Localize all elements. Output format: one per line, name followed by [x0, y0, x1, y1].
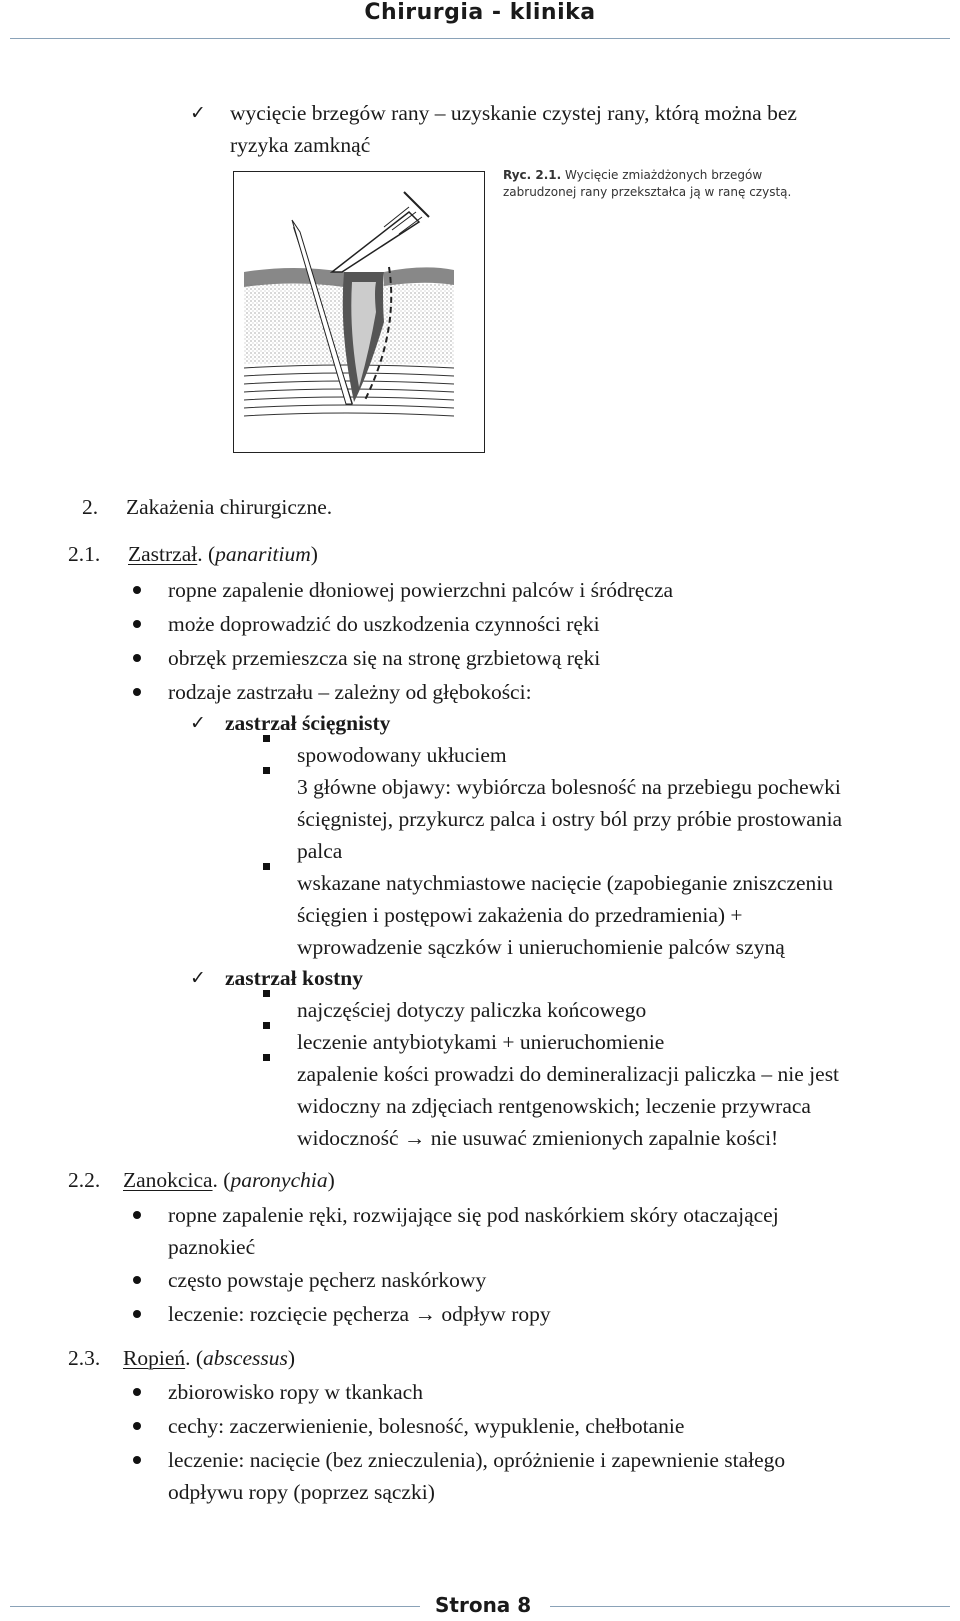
page-header-title: Chirurgia - klinika — [364, 0, 596, 25]
bullet-square — [263, 1054, 270, 1061]
list-item: wskazane natychmiastowe nacięcie (zapobieganie zniszczeniu — [297, 871, 834, 895]
bullet-square — [263, 767, 270, 774]
list-item: cechy: zaczerwienienie, bolesność, wypuklenie, chełbotanie — [168, 1414, 685, 1438]
checkmark-icon: ✓ — [190, 102, 206, 124]
section-2-2-latin: paronychia — [230, 1168, 328, 1192]
header-divider — [10, 38, 950, 39]
figure-caption-label: Ryc. 2.1. — [503, 168, 562, 182]
checkmark-icon: ✓ — [190, 712, 206, 734]
list-item-cont: wprowadzenie sączków i unieruchomienie palców szyną — [297, 935, 785, 959]
section-2-2-heading: Zanokcica. (paronychia) — [123, 1168, 335, 1192]
section-2-2-number: 2.2. — [68, 1168, 101, 1192]
bullet-dot — [133, 1456, 141, 1464]
bullet-square — [263, 1022, 270, 1029]
section-2-2-title: Zanokcica — [123, 1168, 213, 1192]
section-2-3-title: Ropień — [123, 1346, 186, 1370]
bullet-dot — [133, 1388, 141, 1396]
list-item-cont: palca — [297, 839, 343, 863]
list-item: leczenie: nacięcie (bez znieczulenia), opróżnienie i zapewnienie stałego — [168, 1448, 786, 1472]
bullet-dot — [133, 654, 141, 662]
list-item-cont: odpływu ropy (poprzez sączki) — [168, 1480, 435, 1504]
list-item: 3 główne objawy: wybiórcza bolesność na przebiegu pochewki — [297, 775, 841, 799]
section-2-3-heading: Ropień. (abscessus) — [123, 1346, 296, 1370]
section-2-1-latin: panaritium — [215, 542, 311, 566]
section-2-1-heading: Zastrzał. (panaritium) — [128, 542, 318, 566]
intro-line-2: ryzyka zamknąć — [230, 133, 371, 157]
section-2-title: Zakażenia chirurgiczne. — [126, 495, 333, 519]
list-item-cont: paznokieć — [168, 1235, 256, 1259]
wound-illustration — [234, 172, 484, 452]
page-number: Strona 8 — [435, 1593, 532, 1617]
list-item: może doprowadzić do uszkodzenia czynności ręki — [168, 612, 600, 636]
bullet-square — [263, 735, 270, 742]
bullet-square — [263, 863, 270, 870]
footer-divider-left — [10, 1606, 420, 1607]
section-2-3-number: 2.3. — [68, 1346, 101, 1370]
list-item-cont: widoczność → nie usuwać zmienionych zapalnie kości! — [297, 1126, 779, 1150]
list-item: leczenie antybiotykami + unieruchomienie — [297, 1030, 665, 1054]
checkmark-icon: ✓ — [190, 967, 206, 989]
list-item: często powstaje pęcherz naskórkowy — [168, 1268, 487, 1292]
wound-excision-figure — [233, 171, 485, 453]
list-item: rodzaje zastrzału – zależny od głębokości: — [168, 680, 532, 704]
bullet-dot — [133, 620, 141, 628]
bullet-dot — [133, 688, 141, 696]
list-item: ropne zapalenie dłoniowej powierzchni palców i śródręcza — [168, 578, 674, 602]
section-2-1-number: 2.1. — [68, 542, 101, 566]
section-2-1-title: Zastrzał — [128, 542, 198, 566]
intro-line-1: wycięcie brzegów rany – uzyskanie czystej rany, którą można bez — [230, 101, 797, 125]
bullet-dot — [133, 1310, 141, 1318]
list-item: obrzęk przemieszcza się na stronę grzbietową ręki — [168, 646, 601, 670]
list-item: najczęściej dotyczy paliczka końcowego — [297, 998, 647, 1022]
section-2-3-latin: abscessus — [203, 1346, 288, 1370]
list-item: zapalenie kości prowadzi do demineralizacji paliczka – nie jest — [297, 1062, 840, 1086]
figure-caption — [503, 167, 803, 201]
list-item-cont: widoczny na zdjęciach rentgenowskich; leczenie przywraca — [297, 1094, 811, 1118]
list-item-cont: ścięgnistej, przykurcz palca i ostry ból przy próbie prostowania — [297, 807, 843, 831]
list-item: ropne zapalenie ręki, rozwijające się pod naskórkiem skóry otaczającej — [168, 1203, 779, 1227]
list-item: zbiorowisko ropy w tkankach — [168, 1380, 423, 1404]
subtype-heading: zastrzał kostny — [225, 966, 363, 990]
list-item: spowodowany ukłuciem — [297, 743, 507, 767]
bullet-dot — [133, 1276, 141, 1284]
bullet-dot — [133, 586, 141, 594]
footer-divider-right — [550, 1606, 950, 1607]
bullet-dot — [133, 1422, 141, 1430]
bullet-dot — [133, 1211, 141, 1219]
bullet-square — [263, 990, 270, 997]
figure-caption-text: Wycięcie zmiażdżonych brzegów zabrudzonej rany przekształca ją w ranę czystą. — [503, 168, 792, 199]
section-2-number: 2. — [82, 495, 99, 519]
list-item: leczenie: rozcięcie pęcherza → odpływ ropy — [168, 1302, 551, 1326]
subtype-heading: zastrzał ścięgnisty — [225, 711, 391, 735]
list-item-cont: ścięgien i postępowi zakażenia do przedramienia) + — [297, 903, 743, 927]
